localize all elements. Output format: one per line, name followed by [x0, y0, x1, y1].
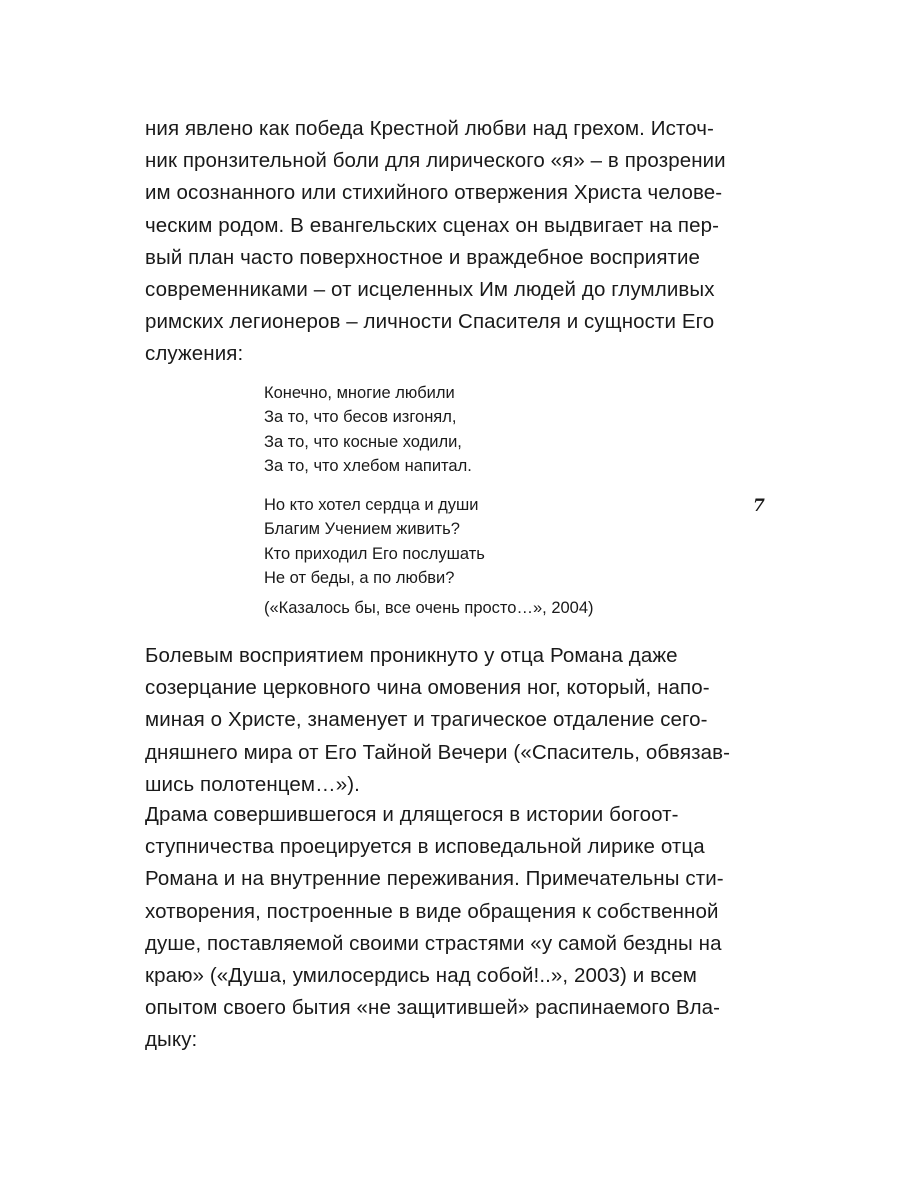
- paragraph-line: опытом своего бытия «не защитившей» распинаемого Вла-: [145, 996, 721, 1020]
- paragraph-2: [145, 640, 731, 801]
- paragraph-line: им осознанного или стихийного отвержения Христа челове-: [145, 181, 723, 205]
- poem-line: За то, что хлебом напитал.: [264, 456, 472, 475]
- poem-line: Конечно, многие любили: [264, 384, 455, 402]
- poem-line: За то, что бесов изгонял,: [264, 408, 457, 427]
- paragraph-line: вый план часто поверхностное и враждебное восприятие: [145, 245, 701, 269]
- poem-line: Благим Учением живить?: [264, 520, 460, 539]
- page-number: 7: [753, 496, 765, 516]
- poem-stanza-1: [264, 381, 472, 478]
- poem-line: За то, что косные ходили,: [264, 432, 462, 451]
- paragraph-line: римских легионеров – личности Спасителя и сущности Его: [145, 310, 715, 334]
- paragraph-line: хотворения, построенные в виде обращения к собственной: [145, 899, 719, 923]
- paragraph-line: душе, поставляемой своими страстями «у самой бездны на: [145, 931, 722, 955]
- poem-line: Не от беды, а по любви?: [264, 568, 455, 587]
- paragraph-line: дняшнего мира от Его Тайной Вечери («Спаситель, обвязав-: [145, 740, 731, 764]
- poem-stanza-2: [264, 493, 485, 590]
- paragraph-3: [145, 799, 724, 1057]
- paragraph-line: миная о Христе, знаменует и трагическое отдаление сего-: [145, 708, 708, 732]
- paragraph-line: Драма совершившегося и длящегося в истории богоот-: [145, 803, 679, 826]
- paragraph-line: дыку:: [145, 1028, 198, 1052]
- paragraph-line: ник пронзительной боли для лирического «я» – в прозрении: [145, 149, 726, 173]
- poem-line: Кто приходил Его послушать: [264, 544, 485, 563]
- paragraph-1: [145, 113, 726, 371]
- paragraph-line: современниками – от исцеленных Им людей до глумливых: [145, 277, 715, 301]
- paragraph-line: Романа и на внутренние переживания. Примечательны сти-: [145, 867, 724, 891]
- poem-line: Но кто хотел сердца и души: [264, 496, 479, 514]
- paragraph-line: ния явлено как победа Крестной любви над грехом. Источ-: [145, 117, 714, 140]
- paragraph-line: созерцание церковного чина омовения ног, который, напо-: [145, 676, 710, 700]
- paragraph-line: ступничества проецируется в исповедальной лирике отца: [145, 835, 705, 859]
- poem-citation: («Казалось бы, все очень просто…», 2004): [264, 599, 594, 617]
- paragraph-line: служения:: [145, 342, 244, 366]
- paragraph-line: шись полотенцем…»).: [145, 772, 360, 796]
- paragraph-line: ческим родом. В евангельских сценах он выдвигает на пер-: [145, 213, 720, 237]
- paragraph-line: краю» («Душа, умилосердись над собой!..», 2003) и всем: [145, 963, 697, 987]
- paragraph-line: Болевым восприятием проникнуто у отца Романа даже: [145, 644, 678, 667]
